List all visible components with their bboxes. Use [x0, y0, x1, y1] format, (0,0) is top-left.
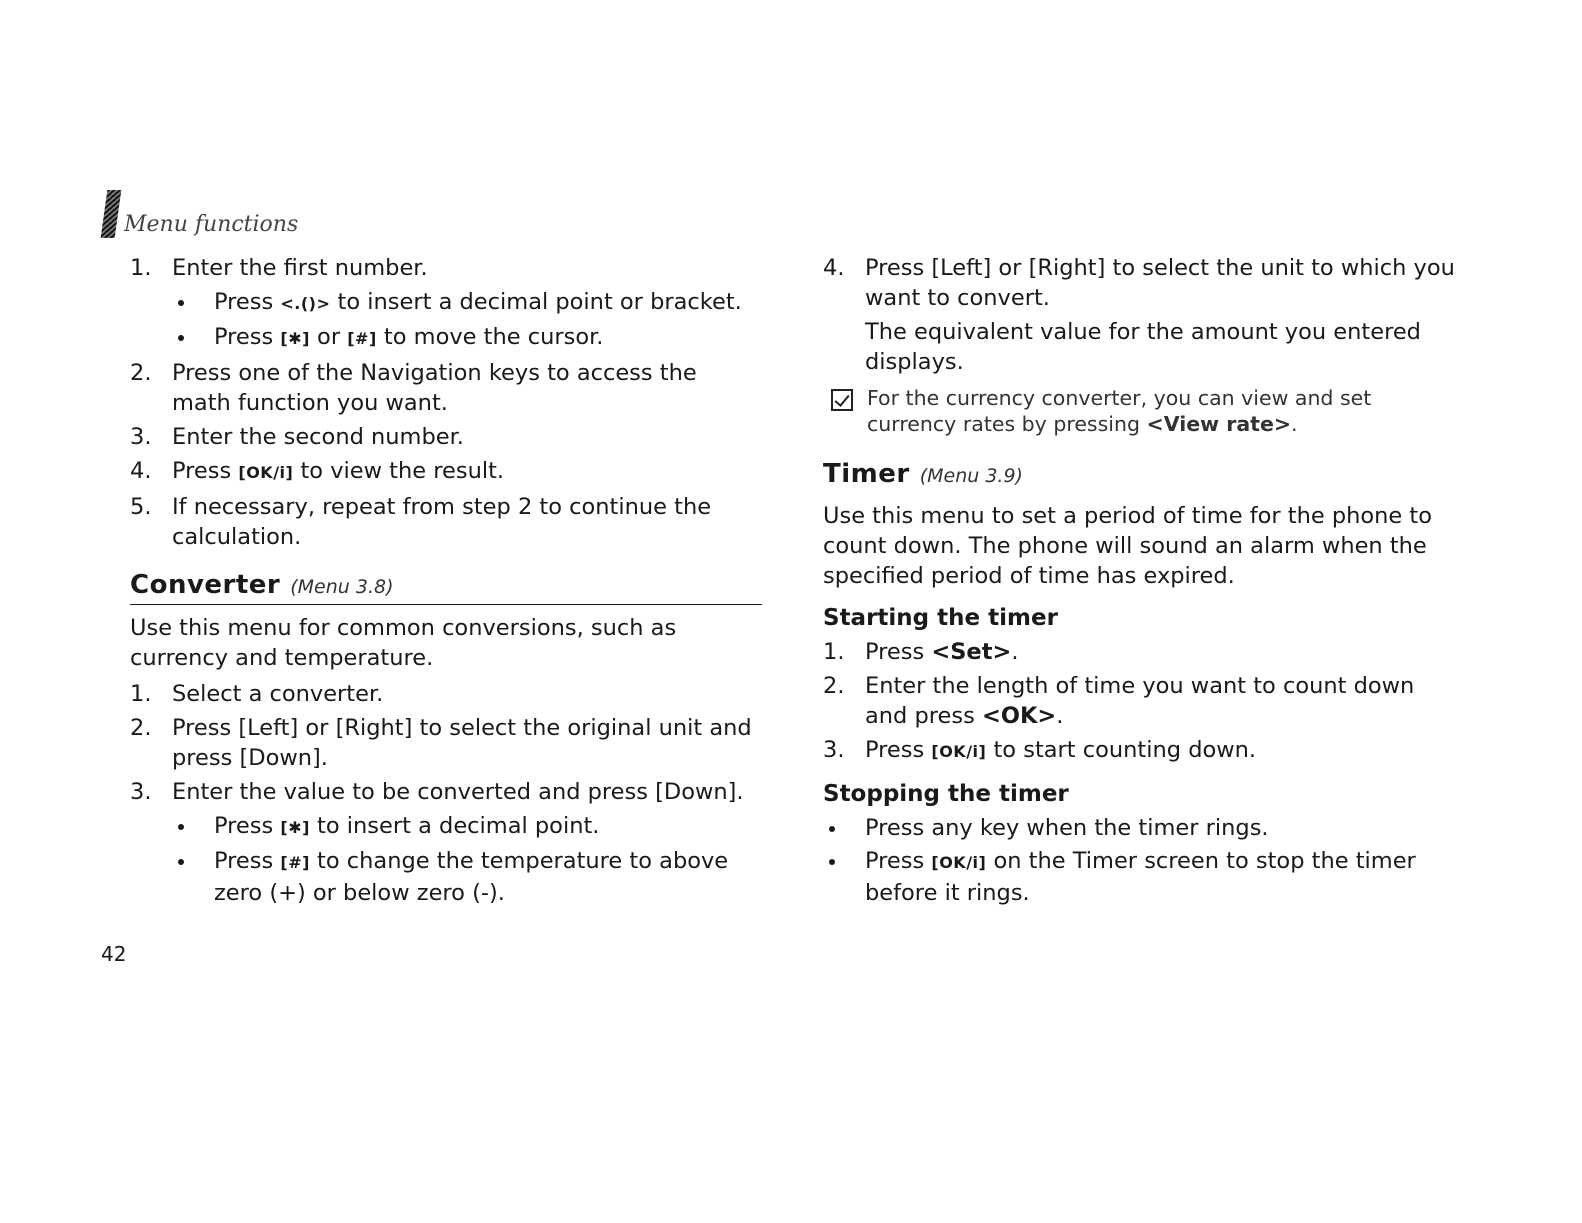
key-label: [OK/i] [931, 742, 987, 761]
step-item: 3. Enter the second number. [130, 424, 464, 450]
timer-heading: Timer (Menu 3.9) [823, 459, 1023, 489]
step-item: 1. Select a converter. [130, 681, 384, 707]
page-number: 42 [101, 942, 127, 966]
converter-intro: Use this menu for common conversions, such as currency and temperature. [130, 615, 677, 671]
key-label: [OK/i] [931, 853, 987, 872]
step-bullets [172, 811, 762, 908]
bullet-item: Press [✱] or [#] to move the cursor. [172, 322, 762, 354]
key-label: [OK/i] [238, 463, 294, 482]
step-item: 2. Press [Left] or [Right] to select the original unit and press [Down]. [130, 715, 752, 771]
key-label: <.()> [280, 294, 331, 313]
converter-steps [130, 679, 762, 908]
converter-heading: Converter (Menu 3.8) [130, 570, 762, 605]
step-item: 1. Press <Set>. [823, 639, 1019, 665]
header-title: Menu functions [124, 212, 299, 237]
stopping-timer-bullets [823, 813, 1455, 908]
step-item: 3. Press [OK/i] to start counting down. [823, 737, 1257, 763]
checkbox-note-icon [831, 389, 853, 411]
step-item: 4. Press [Left] or [Right] to select the unit to which you want to convert. The equivalent value for the amount you entered displays. [823, 255, 1455, 375]
bullet-item: Press [✱] to insert a decimal point. [172, 811, 762, 843]
step-item: 5. If necessary, repeat from step 2 to continue the calculation. [130, 494, 712, 550]
step-extra: The equivalent value for the amount you entered displays. [865, 319, 1421, 375]
note [823, 385, 1455, 437]
step-item: 1. Enter the first number. Press <.()> to insert a decimal point or bracket. Press [✱] or [#] to move the cursor. [130, 253, 762, 354]
running-header [104, 190, 298, 238]
calculator-steps [130, 253, 762, 552]
step-item: 2. Press one of the Navigation keys to access the math function you want. [130, 360, 697, 416]
key-label: [#] [347, 329, 377, 348]
converter-steps-continued [823, 253, 1455, 377]
key-label: [✱] [280, 818, 310, 837]
bullet-item: Press [OK/i] on the Timer screen to stop the timer before it rings. [823, 846, 1455, 908]
key-label: [✱] [280, 329, 310, 348]
left-column [130, 253, 762, 912]
stopping-timer-heading: Stopping the timer [823, 781, 1069, 807]
step-bullets [172, 287, 762, 354]
note-text: For the currency converter, you can view and set currency rates by pressing <View rate>. [867, 386, 1372, 436]
right-column [823, 253, 1455, 912]
key-label: [#] [280, 853, 310, 872]
starting-timer-heading: Starting the timer [823, 605, 1058, 631]
bullet-item: Press [#] to change the temperature to above zero (+) or below zero (-). [172, 846, 762, 908]
header-tab-mark [101, 190, 122, 238]
timer-intro: Use this menu to set a period of time for the phone to count down. The phone will sound an alarm when the specified period of time has expired. [823, 503, 1433, 589]
bullet-item: Press any key when the timer rings. [823, 813, 1455, 843]
step-item: 4. Press [OK/i] to view the result. [130, 458, 505, 484]
step-item: 2. Enter the length of time you want to count down and press <OK>. [823, 673, 1415, 729]
step-item: 3. Enter the value to be converted and press [Down]. Press [✱] to insert a decimal point. Press [#] to change the temperature to above zero (+) or below zero (-). [130, 777, 762, 908]
starting-timer-steps [823, 637, 1455, 767]
bullet-item: Press <.()> to insert a decimal point or bracket. [172, 287, 762, 319]
